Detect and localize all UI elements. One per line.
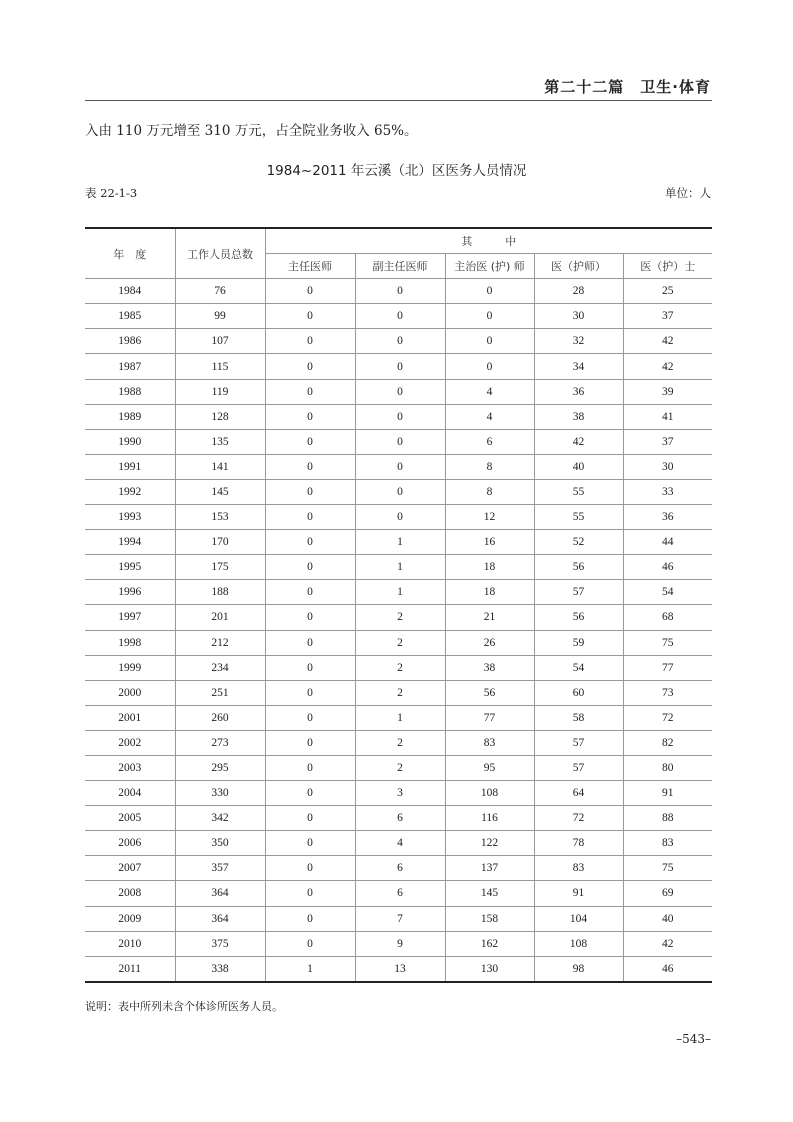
table-cell: 42	[623, 329, 712, 354]
table-cell: 40	[534, 454, 623, 479]
table-cell: 42	[623, 931, 712, 956]
table-cell: 2	[355, 680, 445, 705]
table-cell: 1	[355, 555, 445, 580]
table-cell: 0	[265, 354, 355, 379]
table-cell: 1984	[85, 279, 175, 304]
table-row	[85, 931, 712, 956]
table-cell: 0	[265, 329, 355, 354]
table-cell: 37	[623, 304, 712, 329]
table-cell: 2001	[85, 705, 175, 730]
table-cell: 12	[445, 505, 534, 530]
table-row	[85, 831, 712, 856]
table-cell: 42	[534, 429, 623, 454]
table-cell: 77	[623, 655, 712, 680]
table-cell: 0	[265, 755, 355, 780]
table-cell: 60	[534, 680, 623, 705]
table-cell: 2008	[85, 881, 175, 906]
table-cell: 42	[623, 354, 712, 379]
table-cell: 6	[355, 856, 445, 881]
table-cell: 108	[534, 931, 623, 956]
header-assistant: 医（护）士	[623, 254, 712, 279]
table-row	[85, 429, 712, 454]
table-cell: 0	[355, 479, 445, 504]
table-cell: 2003	[85, 755, 175, 780]
table-cell: 68	[623, 605, 712, 630]
table-row	[85, 881, 712, 906]
table-cell: 135	[175, 429, 265, 454]
table-cell: 8	[445, 454, 534, 479]
table-cell: 1988	[85, 379, 175, 404]
table-cell: 0	[265, 530, 355, 555]
table-cell: 1	[265, 956, 355, 982]
body-paragraph: 入由 110 万元增至 310 万元，占全院业务收入 65%。	[85, 123, 418, 139]
table-row	[85, 329, 712, 354]
header-physician: 医（护师）	[534, 254, 623, 279]
table-cell: 295	[175, 755, 265, 780]
table-cell: 57	[534, 755, 623, 780]
table-cell: 40	[623, 906, 712, 931]
header-group: 其 中	[265, 228, 712, 254]
table-cell: 64	[534, 781, 623, 806]
table-cell: 116	[445, 806, 534, 831]
table-cell: 122	[445, 831, 534, 856]
table-cell: 88	[623, 806, 712, 831]
table-cell: 18	[445, 555, 534, 580]
table-cell: 330	[175, 781, 265, 806]
table-cell: 1996	[85, 580, 175, 605]
table-cell: 4	[445, 404, 534, 429]
table-cell: 75	[623, 630, 712, 655]
table-cell: 55	[534, 479, 623, 504]
header-year: 年 度	[85, 228, 175, 279]
table-cell: 2000	[85, 680, 175, 705]
table-row	[85, 605, 712, 630]
table-cell: 57	[534, 730, 623, 755]
table-cell: 0	[265, 279, 355, 304]
table-cell: 0	[265, 705, 355, 730]
table-cell: 0	[265, 655, 355, 680]
table-cell: 6	[355, 806, 445, 831]
table-cell: 0	[355, 354, 445, 379]
table-cell: 91	[623, 781, 712, 806]
table-cell: 26	[445, 630, 534, 655]
running-head: 第二十二篇 卫生·体育	[544, 78, 711, 96]
table-row	[85, 705, 712, 730]
table-cell: 95	[445, 755, 534, 780]
table-cell: 0	[355, 454, 445, 479]
table-cell: 99	[175, 304, 265, 329]
table-cell: 364	[175, 881, 265, 906]
table-cell: 72	[534, 806, 623, 831]
table-row	[85, 655, 712, 680]
table-cell: 0	[265, 505, 355, 530]
table-cell: 72	[623, 705, 712, 730]
table-cell: 0	[265, 454, 355, 479]
table-cell: 2011	[85, 956, 175, 982]
table-number: 表 22-1-3	[85, 186, 138, 200]
table-cell: 32	[534, 329, 623, 354]
table-cell: 0	[265, 881, 355, 906]
table-cell: 2	[355, 630, 445, 655]
table-cell: 115	[175, 354, 265, 379]
table-cell: 33	[623, 479, 712, 504]
table-cell: 0	[265, 404, 355, 429]
table-cell: 1995	[85, 555, 175, 580]
table-title: 1984~2011 年云溪（北）区医务人员情况	[266, 163, 527, 179]
table-cell: 21	[445, 605, 534, 630]
table-cell: 137	[445, 856, 534, 881]
table-cell: 77	[445, 705, 534, 730]
table-cell: 2	[355, 605, 445, 630]
table-cell: 39	[623, 379, 712, 404]
table-cell: 83	[445, 730, 534, 755]
table-cell: 3	[355, 781, 445, 806]
table-row	[85, 956, 712, 982]
table-cell: 2004	[85, 781, 175, 806]
table-row	[85, 680, 712, 705]
table-cell: 0	[265, 605, 355, 630]
header-associate-chief: 副主任医师	[355, 254, 445, 279]
table-cell: 0	[265, 806, 355, 831]
table-cell: 1997	[85, 605, 175, 630]
table-cell: 56	[445, 680, 534, 705]
table-row	[85, 404, 712, 429]
table-cell: 130	[445, 956, 534, 982]
table-cell: 158	[445, 906, 534, 931]
table-cell: 2	[355, 730, 445, 755]
table-cell: 2	[355, 655, 445, 680]
header-rule	[85, 100, 712, 101]
staff-table	[85, 227, 712, 983]
table-cell: 0	[445, 329, 534, 354]
table-cell: 119	[175, 379, 265, 404]
table-cell: 0	[355, 304, 445, 329]
table-cell: 1992	[85, 479, 175, 504]
table-cell: 54	[623, 580, 712, 605]
table-cell: 1999	[85, 655, 175, 680]
table-row	[85, 279, 712, 304]
table-cell: 46	[623, 555, 712, 580]
table-cell: 18	[445, 580, 534, 605]
table-cell: 30	[623, 454, 712, 479]
header-chief-physician: 主任医师	[265, 254, 355, 279]
table-cell: 0	[265, 906, 355, 931]
table-cell: 0	[265, 931, 355, 956]
table-cell: 28	[534, 279, 623, 304]
table-cell: 52	[534, 530, 623, 555]
table-row	[85, 354, 712, 379]
table-cell: 0	[265, 304, 355, 329]
table-cell: 0	[265, 730, 355, 755]
table-cell: 0	[355, 404, 445, 429]
table-row	[85, 379, 712, 404]
table-cell: 0	[265, 856, 355, 881]
table-cell: 44	[623, 530, 712, 555]
table-row	[85, 580, 712, 605]
table-cell: 75	[623, 856, 712, 881]
table-cell: 83	[534, 856, 623, 881]
table-cell: 38	[445, 655, 534, 680]
table-cell: 338	[175, 956, 265, 982]
table-cell: 2002	[85, 730, 175, 755]
table-cell: 25	[623, 279, 712, 304]
table-cell: 55	[534, 505, 623, 530]
table-row	[85, 555, 712, 580]
table-cell: 76	[175, 279, 265, 304]
table-cell: 2	[355, 755, 445, 780]
table-cell: 104	[534, 906, 623, 931]
table-cell: 16	[445, 530, 534, 555]
table-cell: 7	[355, 906, 445, 931]
table-cell: 0	[265, 630, 355, 655]
table-cell: 4	[355, 831, 445, 856]
table-cell: 36	[534, 379, 623, 404]
table-cell: 1	[355, 705, 445, 730]
table-cell: 69	[623, 881, 712, 906]
table-cell: 46	[623, 956, 712, 982]
table-cell: 56	[534, 555, 623, 580]
table-row	[85, 530, 712, 555]
table-cell: 9	[355, 931, 445, 956]
table-cell: 91	[534, 881, 623, 906]
table-cell: 13	[355, 956, 445, 982]
table-cell: 0	[355, 329, 445, 354]
table-cell: 0	[445, 354, 534, 379]
table-cell: 188	[175, 580, 265, 605]
table-cell: 1989	[85, 404, 175, 429]
table-row	[85, 755, 712, 780]
table-cell: 364	[175, 906, 265, 931]
table-cell: 82	[623, 730, 712, 755]
table-cell: 145	[445, 881, 534, 906]
footnote: 说明：表中所列未含个体诊所医务人员。	[85, 1000, 283, 1013]
table-cell: 38	[534, 404, 623, 429]
table-cell: 0	[265, 479, 355, 504]
table-cell: 1986	[85, 329, 175, 354]
table-cell: 56	[534, 605, 623, 630]
table-cell: 83	[623, 831, 712, 856]
table-cell: 175	[175, 555, 265, 580]
table-cell: 6	[445, 429, 534, 454]
table-cell: 350	[175, 831, 265, 856]
table-cell: 58	[534, 705, 623, 730]
table-cell: 0	[355, 379, 445, 404]
page-number: –543–	[676, 1032, 711, 1046]
table-cell: 57	[534, 580, 623, 605]
table-row	[85, 304, 712, 329]
table-cell: 1994	[85, 530, 175, 555]
table-row	[85, 505, 712, 530]
table-cell: 0	[265, 429, 355, 454]
table-cell: 260	[175, 705, 265, 730]
table-cell: 1987	[85, 354, 175, 379]
table-cell: 0	[445, 279, 534, 304]
table-cell: 98	[534, 956, 623, 982]
table-cell: 1998	[85, 630, 175, 655]
table-cell: 6	[355, 881, 445, 906]
table-cell: 2006	[85, 831, 175, 856]
table-row	[85, 856, 712, 881]
table-cell: 128	[175, 404, 265, 429]
table-body	[85, 279, 712, 982]
header-attending: 主治医 (护) 师	[445, 254, 534, 279]
table-row	[85, 479, 712, 504]
table-cell: 2007	[85, 856, 175, 881]
table-cell: 170	[175, 530, 265, 555]
table-cell: 0	[265, 555, 355, 580]
table-cell: 0	[355, 505, 445, 530]
table-cell: 2005	[85, 806, 175, 831]
table-cell: 1	[355, 530, 445, 555]
table-cell: 0	[355, 429, 445, 454]
table-cell: 54	[534, 655, 623, 680]
table-row	[85, 906, 712, 931]
table-cell: 108	[445, 781, 534, 806]
table-cell: 2010	[85, 931, 175, 956]
table-row	[85, 781, 712, 806]
table-cell: 145	[175, 479, 265, 504]
table-cell: 375	[175, 931, 265, 956]
table-cell: 0	[355, 279, 445, 304]
table-cell: 30	[534, 304, 623, 329]
table-cell: 251	[175, 680, 265, 705]
table-cell: 59	[534, 630, 623, 655]
table-cell: 0	[265, 580, 355, 605]
table-cell: 2009	[85, 906, 175, 931]
table-cell: 1990	[85, 429, 175, 454]
table-cell: 1991	[85, 454, 175, 479]
table-cell: 357	[175, 856, 265, 881]
table-cell: 37	[623, 429, 712, 454]
table-cell: 0	[445, 304, 534, 329]
table-cell: 80	[623, 755, 712, 780]
table-cell: 234	[175, 655, 265, 680]
table-cell: 212	[175, 630, 265, 655]
table-cell: 0	[265, 781, 355, 806]
table-cell: 273	[175, 730, 265, 755]
table-cell: 107	[175, 329, 265, 354]
table-unit: 单位：人	[665, 186, 711, 200]
header-total: 工作人员总数	[175, 228, 265, 279]
table-cell: 0	[265, 680, 355, 705]
table-cell: 78	[534, 831, 623, 856]
table-cell: 1985	[85, 304, 175, 329]
table-cell: 1993	[85, 505, 175, 530]
table-cell: 4	[445, 379, 534, 404]
table-row	[85, 630, 712, 655]
table-cell: 8	[445, 479, 534, 504]
table-cell: 1	[355, 580, 445, 605]
table-cell: 41	[623, 404, 712, 429]
table-cell: 0	[265, 831, 355, 856]
table-cell: 141	[175, 454, 265, 479]
table-cell: 201	[175, 605, 265, 630]
table-cell: 73	[623, 680, 712, 705]
table-row	[85, 730, 712, 755]
table-row	[85, 806, 712, 831]
table-cell: 34	[534, 354, 623, 379]
table-cell: 36	[623, 505, 712, 530]
table-cell: 153	[175, 505, 265, 530]
table-row	[85, 454, 712, 479]
table-cell: 342	[175, 806, 265, 831]
table-cell: 162	[445, 931, 534, 956]
table-cell: 0	[265, 379, 355, 404]
